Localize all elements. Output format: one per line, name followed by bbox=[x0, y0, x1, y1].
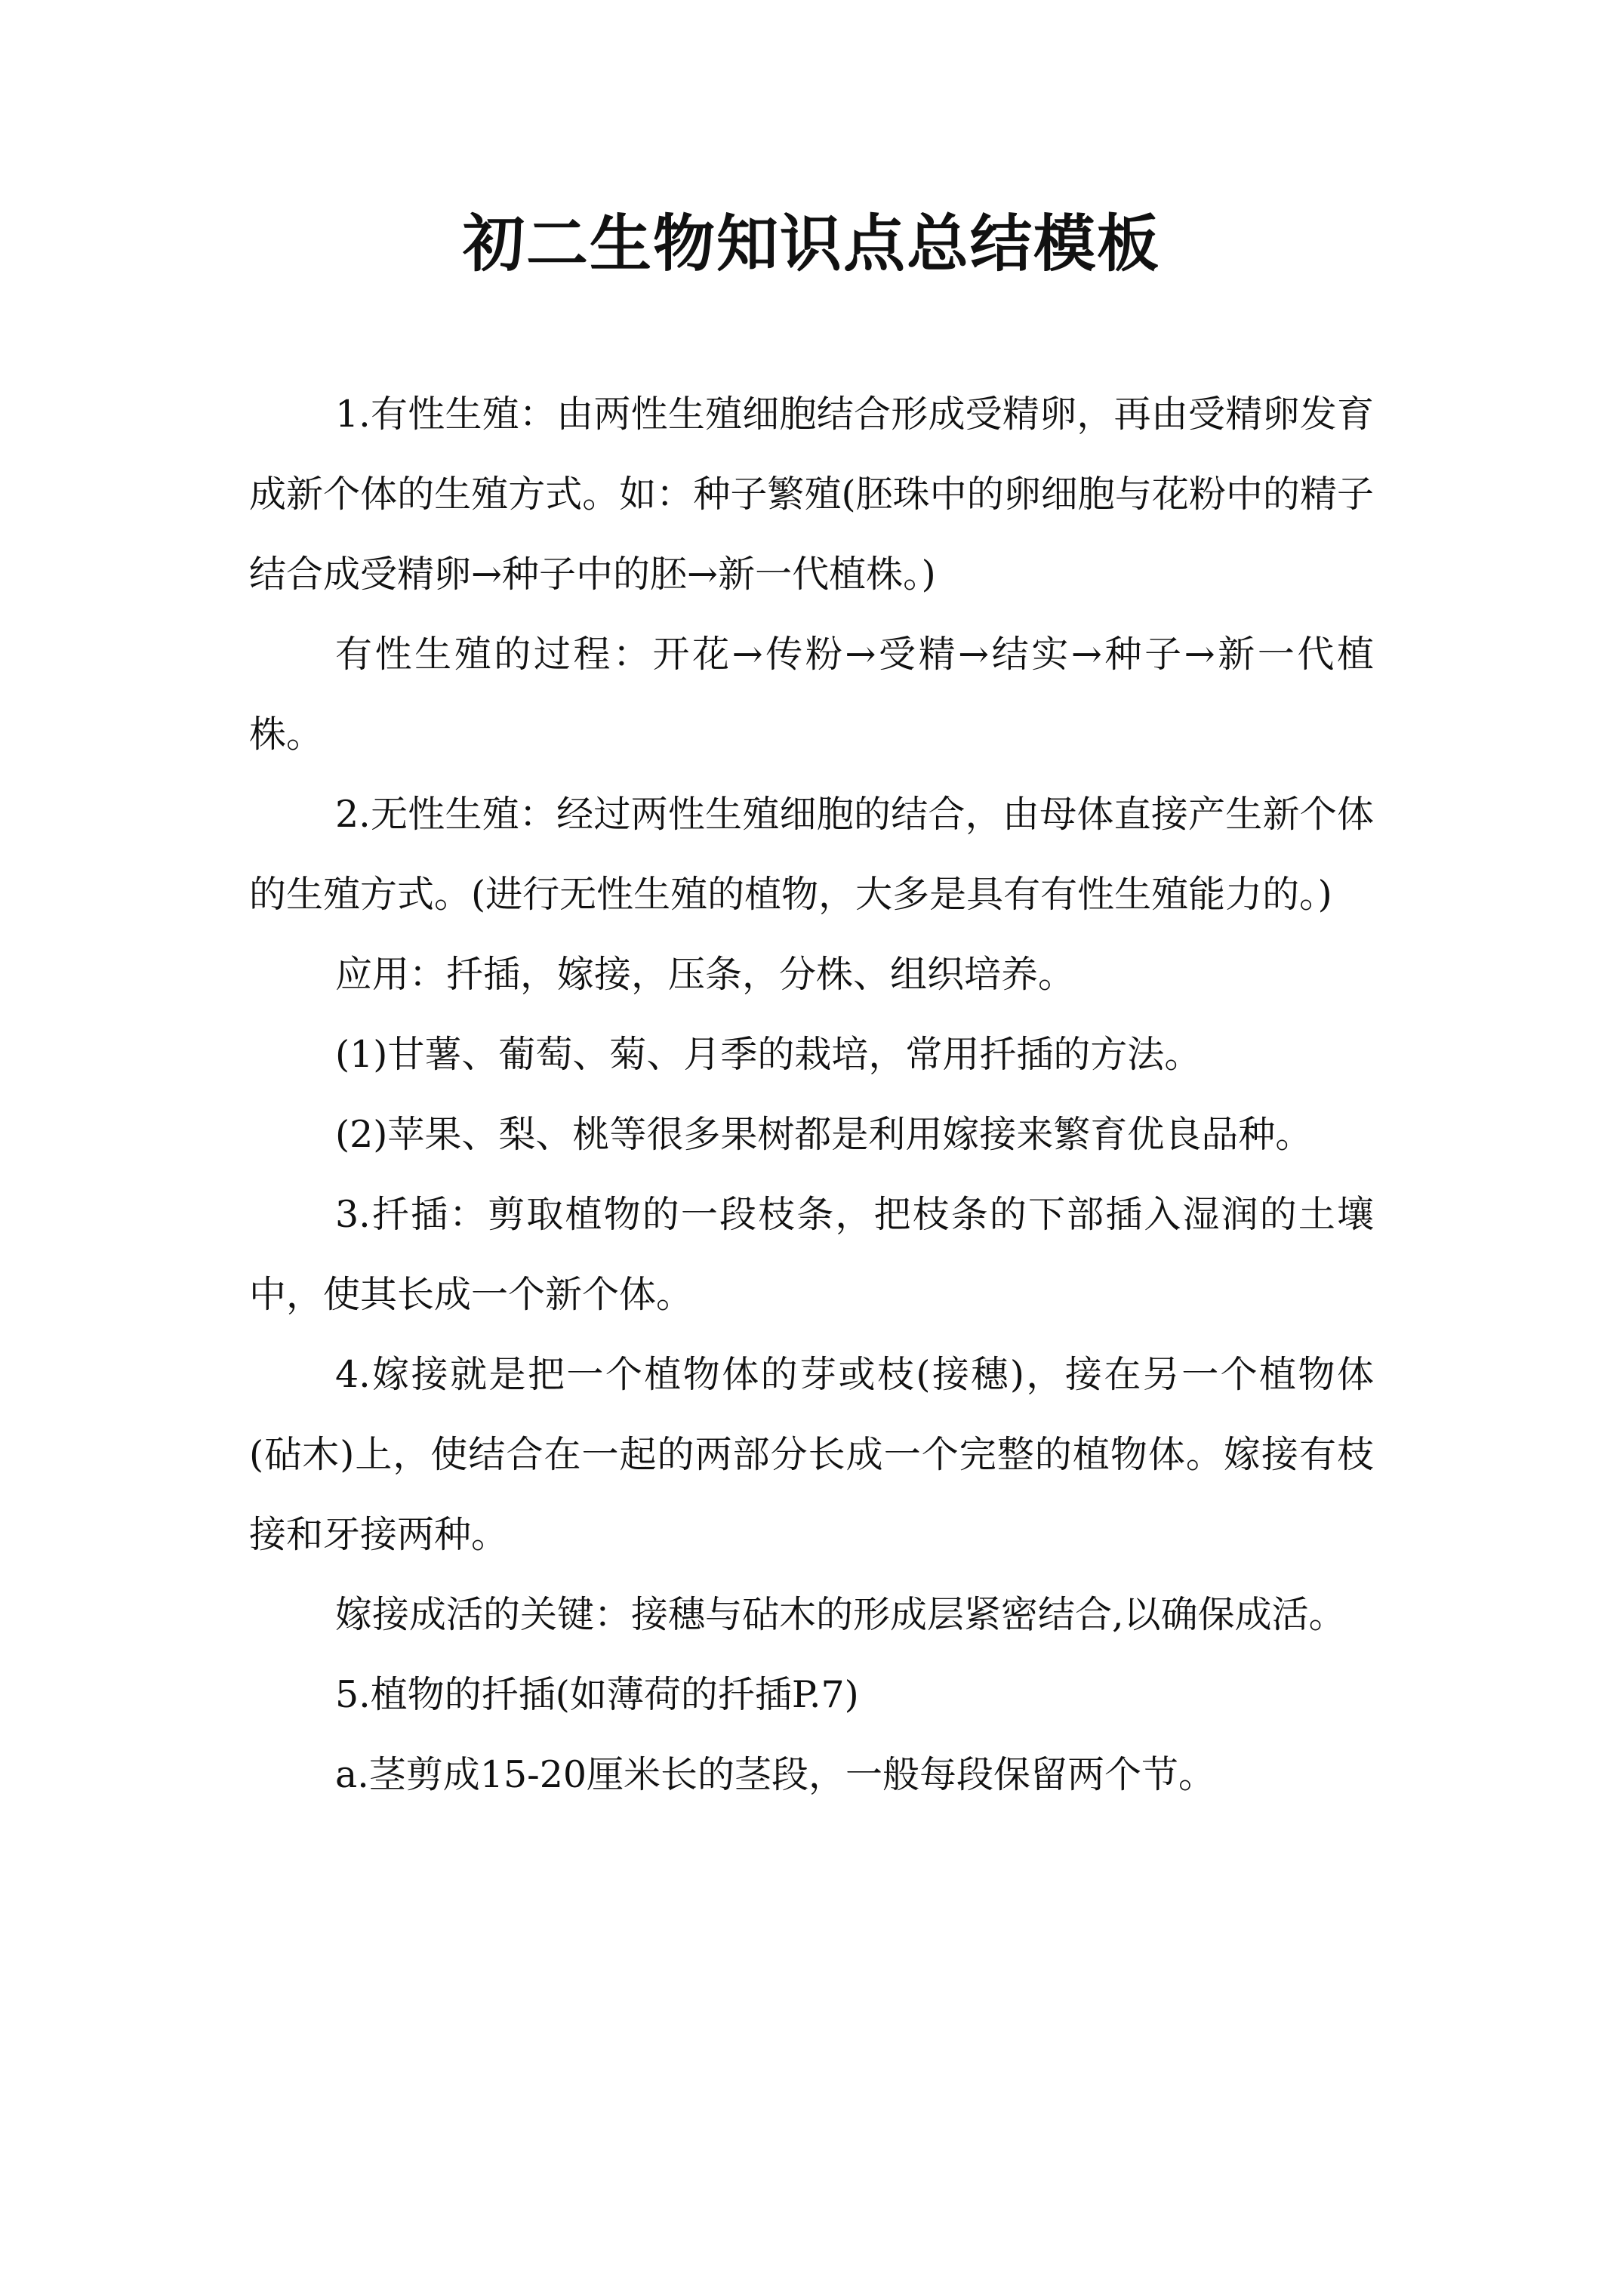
paragraph-step-a: a.茎剪成15-20厘米长的茎段，一般每段保留两个节。 bbox=[335, 1753, 1216, 1796]
document-body bbox=[249, 374, 1374, 1815]
document-title: 初二生物知识点总结模板 bbox=[462, 208, 1160, 280]
paragraph-applications: 应用：扦插，嫁接，压条，分株、组织培养。 bbox=[335, 953, 1076, 996]
paragraph-asexual-reproduction: 2.无性生殖：经过两性生殖细胞的结合，由母体直接产生新个体的生殖方式。(进行无性生殖的植物，大多是具有有性生殖能力的。) bbox=[249, 793, 1374, 916]
paragraph-plant-cutting: 5.植物的扦插(如薄荷的扦插P.7) bbox=[335, 1673, 859, 1716]
paragraph-grafting-key: 嫁接成活的关键：接穗与砧木的形成层紧密结合,以确保成活。 bbox=[335, 1593, 1346, 1636]
paragraph-cutting-examples: (1)甘薯、葡萄、菊、月季的栽培，常用扦插的方法。 bbox=[335, 1033, 1202, 1076]
paragraph-sexual-reproduction-process: 有性生殖的过程：开花→传粉→受精→结实→种子→新一代植株。 bbox=[249, 633, 1374, 756]
paragraph-grafting-examples: (2)苹果、梨、桃等很多果树都是利用嫁接来繁育优良品种。 bbox=[335, 1113, 1313, 1156]
paragraph-sexual-reproduction: 1.有性生殖：由两性生殖细胞结合形成受精卵，再由受精卵发育成新个体的生殖方式。如：种子繁殖(胚珠中的卵细胞与花粉中的精子结合成受精卵→种子中的胚→新一代植株。) bbox=[249, 393, 1374, 596]
paragraph-grafting-definition: 4.嫁接就是把一个植物体的芽或枝(接穗)，接在另一个植物体(砧木)上，使结合在一起的两部分长成一个完整的植物体。嫁接有枝接和牙接两种。 bbox=[249, 1353, 1374, 1556]
paragraph-cutting-definition: 3.扦插：剪取植物的一段枝条，把枝条的下部插入湿润的土壤中，使其长成一个新个体。 bbox=[249, 1193, 1374, 1316]
